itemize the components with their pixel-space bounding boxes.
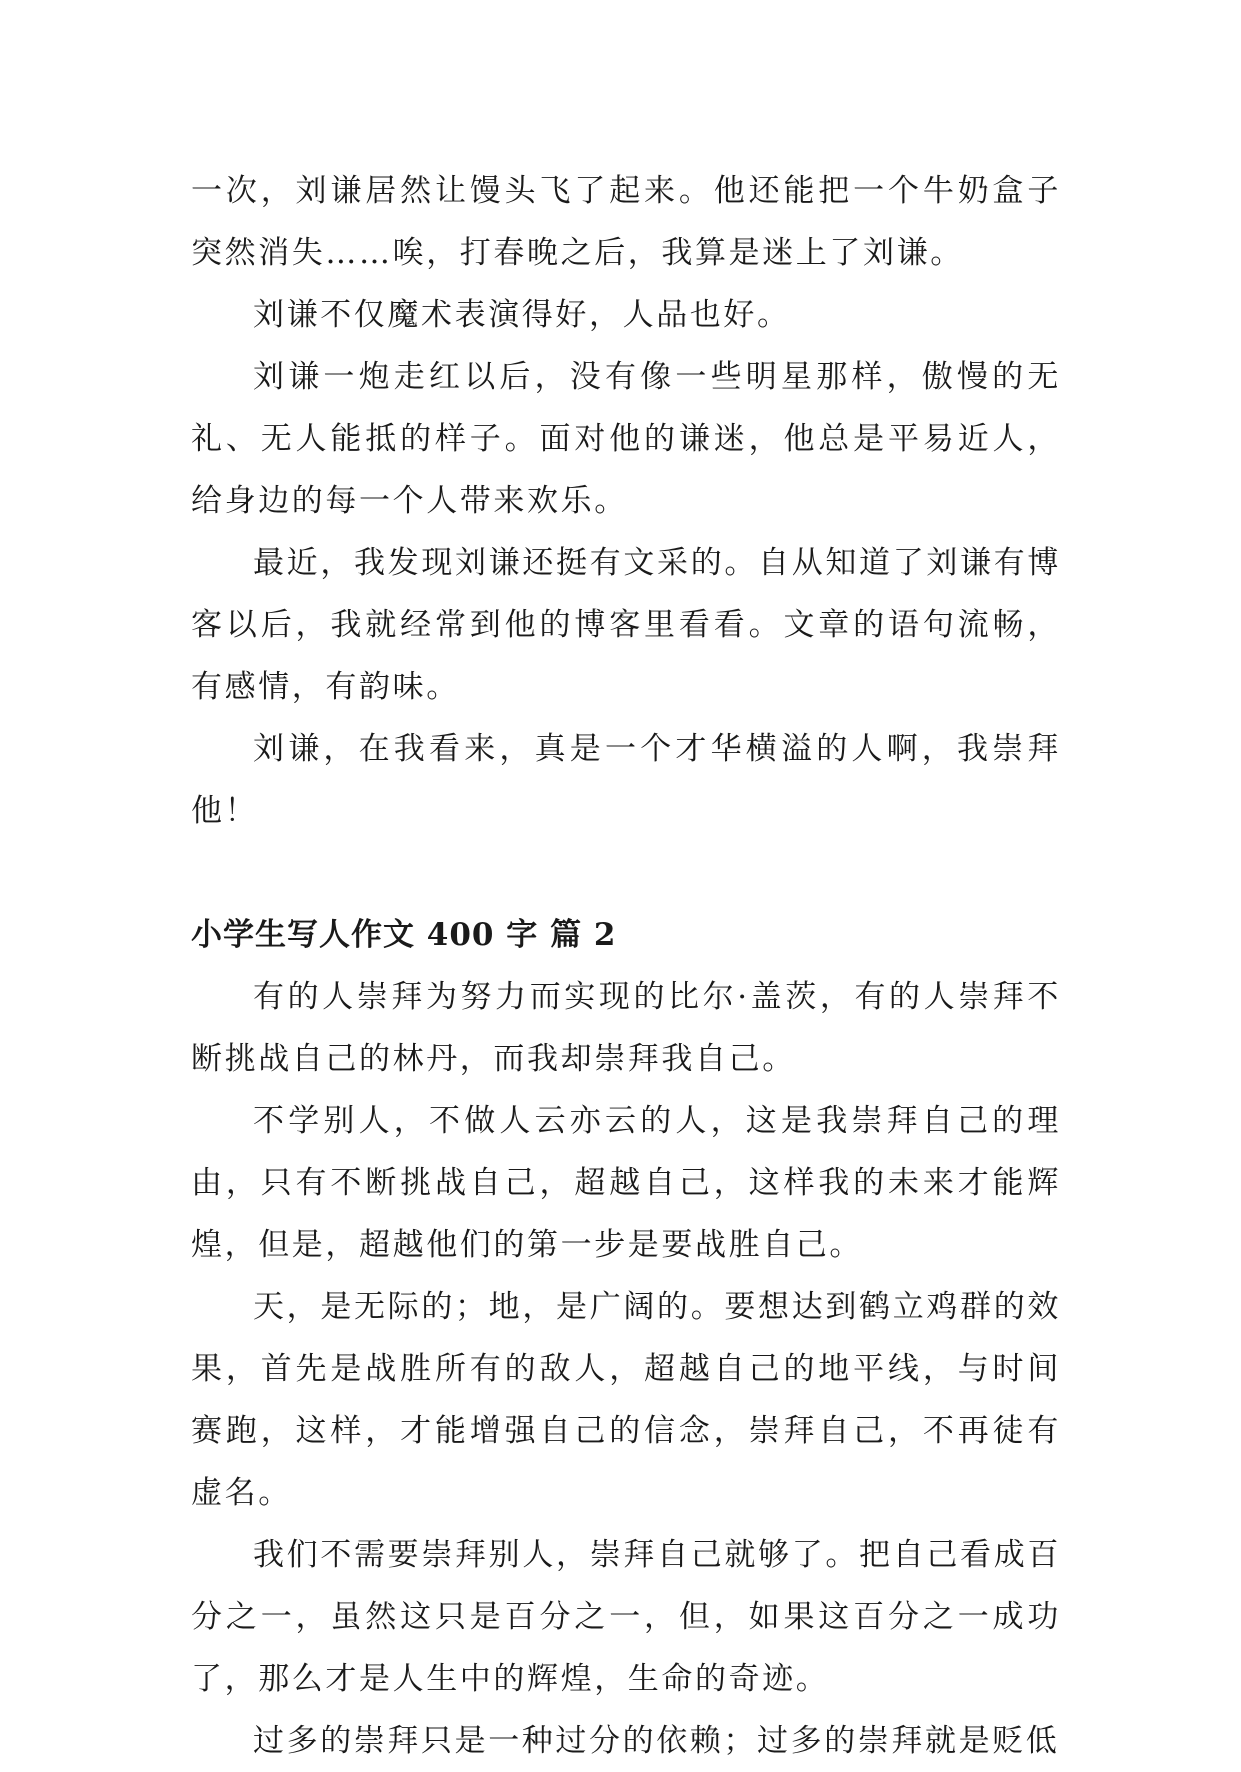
paragraph: 不学别人，不做人云亦云的人，这是我崇拜自己的理由，只有不断挑战自己，超越自己，这样我的未来才能辉煌，但是，超越他们的第一步是要战胜自己。 [191,1103,1061,1263]
paragraph: 刘谦，在我看来，真是一个才华横溢的人啊，我崇拜他！ [191,731,1061,829]
document-page [191,160,1061,1772]
paragraph: 刘谦不仅魔术表演得好，人品也好。 [253,297,791,333]
paragraph: 过多的崇拜只是一种过分的依赖；过多的崇拜就是贬低 [253,1723,1060,1759]
paragraph: 有的人崇拜为努力而实现的比尔·盖茨，有的人崇拜不断挑战自己的林丹，而我却崇拜我自己。 [191,979,1061,1077]
paragraph: 天，是无际的；地，是广阔的。要想达到鹤立鸡群的效果，首先是战胜所有的敌人，超越自己的地平线，与时间赛跑，这样，才能增强自己的信念，崇拜自己，不再徒有虚名。 [191,1289,1061,1511]
paragraph: 最近，我发现刘谦还挺有文采的。自从知道了刘谦有博客以后，我就经常到他的博客里看看。文章的语句流畅，有感情，有韵味。 [191,545,1061,705]
section-heading: 小学生写人作文 400 字 篇 2 [191,917,617,953]
paragraph: 刘谦一炮走红以后，没有像一些明星那样，傲慢的无礼、无人能抵的样子。面对他的谦迷，他总是平易近人，给身边的每一个人带来欢乐。 [191,359,1061,519]
paragraph-continued: 一次，刘谦居然让馒头飞了起来。他还能把一个牛奶盒子突然消失……唉，打春晚之后，我算是迷上了刘谦。 [191,173,1061,271]
paragraph: 我们不需要崇拜别人，崇拜自己就够了。把自己看成百分之一，虽然这只是百分之一，但，如果这百分之一成功了，那么才是人生中的辉煌，生命的奇迹。 [191,1537,1061,1697]
